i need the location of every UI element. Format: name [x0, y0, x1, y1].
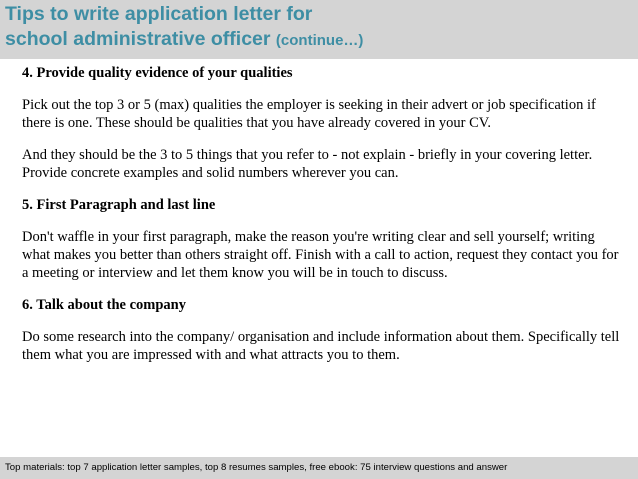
slide-title-line-2: school administrative officer	[5, 28, 271, 50]
paragraph-dont-waffle: Don't waffle in your first paragraph, make the reason you're writing clear and sell yourself; writing what makes you better than others straight off. Finish with a call to action, request they contact you for a meeting or interview and let them know you will be in touch to discuss.	[22, 229, 619, 281]
title-bar	[0, 0, 638, 59]
footer-text: Top materials: top 7 application letter samples, top 8 resumes samples, free ebook: 75 interview questions and answer	[5, 462, 508, 473]
slide-title	[5, 2, 363, 53]
paragraph-research-company: Do some research into the company/ organisation and include information about them. Specifically tell them what you are impressed with and what attracts you to them.	[22, 329, 620, 363]
paragraph-refer-briefly: And they should be the 3 to 5 things that you refer to - not explain - briefly in your covering letter. Provide concrete examples and solid numbers wherever you can.	[22, 147, 593, 181]
paragraph-top-qualities: Pick out the top 3 or 5 (max) qualities the employer is seeking in their advert or job specification if there is one. These should be qualities that you have already covered in your CV.	[22, 97, 596, 131]
slide-content	[22, 64, 622, 364]
slide-title-line-1: Tips to write application letter for	[5, 3, 313, 25]
slide-title-suffix: (continue…)	[275, 32, 364, 49]
section-heading-company: 6. Talk about the company	[22, 297, 186, 313]
section-heading-quality-evidence: 4. Provide quality evidence of your qualities	[22, 65, 293, 81]
section-heading-first-paragraph: 5. First Paragraph and last line	[22, 197, 216, 213]
footer-bar	[0, 457, 638, 479]
